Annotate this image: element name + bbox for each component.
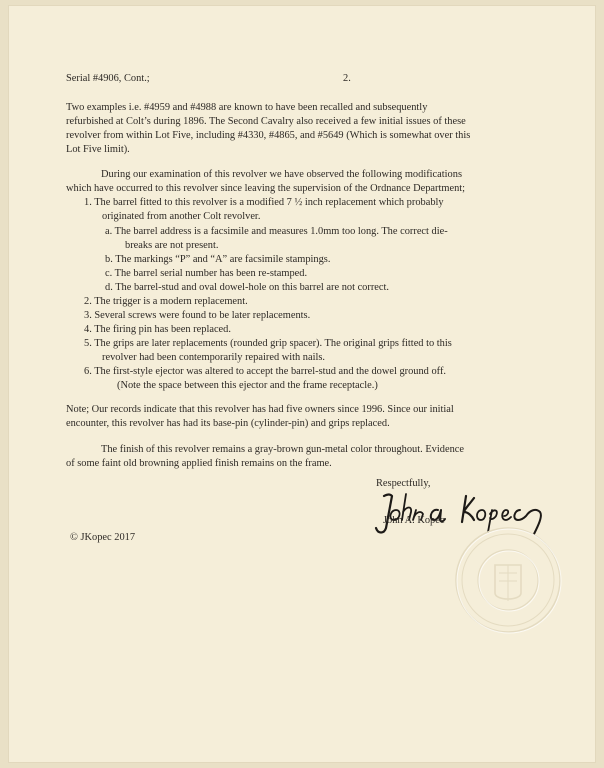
page-number: 2. (343, 73, 351, 84)
list-item: 3. Several screws were found to be later replacements. (84, 310, 311, 321)
list-item: 1. The barrel fitted to this revolver is a modified 7 ½ inch replacement which probably (84, 197, 444, 208)
text-line: which have occurred to this revolver since leaving the supervision of the Ordnance Department; (66, 183, 466, 194)
list-item-continuation: revolver had been contemporarily repaired with nails. (102, 352, 326, 363)
signer-name: John A. Kopec (383, 515, 445, 526)
sub-list-item: d. The barrel-stud and oval dowel-hole on this barrel are not correct. (105, 282, 390, 293)
text-line: of some faint old browning applied finish remains on the frame. (66, 458, 332, 469)
text-line: revolver from within Lot Five, including #4330, #4865, and #5649 (Which is somewhat over this (66, 130, 471, 141)
sub-list-item-continuation: breaks are not present. (125, 240, 219, 251)
sub-list-item: a. The barrel address is a facsimile and measures 1.0mm too long. The correct die- (105, 226, 448, 237)
list-item: 5. The grips are later replacements (rounded grip spacer). The original grips fitted to this (84, 338, 452, 349)
text-line: encounter, this revolver has had its base-pin (cylinder-pin) and grips replaced. (66, 418, 390, 429)
copyright-notice: © JKopec 2017 (70, 532, 136, 543)
list-item: 2. The trigger is a modern replacement. (84, 296, 248, 307)
embossed-seal-icon (453, 525, 563, 635)
text-line: Two examples i.e. #4959 and #4988 are known to have been recalled and subsequently (66, 102, 428, 113)
text-line: Note; Our records indicate that this revolver has had five owners since 1996. Since our initial (66, 404, 454, 415)
serial-reference: Serial #4906, Cont.; (66, 73, 150, 84)
sub-list-item: b. The markings “P” and “A” are facsimile stampings. (105, 254, 331, 265)
sub-list-item: c. The barrel serial number has been re-stamped. (105, 268, 308, 279)
list-item-continuation: (Note the space between this ejector and the frame receptacle.) (117, 380, 378, 391)
document-page (8, 5, 596, 763)
list-item: 6. The first-style ejector was altered to accept the barrel-stud and the dowel ground off. (84, 366, 447, 377)
text-line: refurbished at Colt’s during 1896. The Second Cavalry also received a few initial issues of these (66, 116, 466, 127)
list-item: 4. The firing pin has been replaced. (84, 324, 231, 335)
page-header (66, 72, 546, 86)
text-line: The finish of this revolver remains a gray-brown gun-metal color throughout. Evidence (101, 444, 464, 455)
list-item-continuation: originated from another Colt revolver. (102, 211, 261, 222)
valediction: Respectfully, (376, 478, 431, 489)
text-line: During our examination of this revolver we have observed the following modifications (101, 169, 462, 180)
text-line: Lot Five limit). (66, 144, 130, 155)
